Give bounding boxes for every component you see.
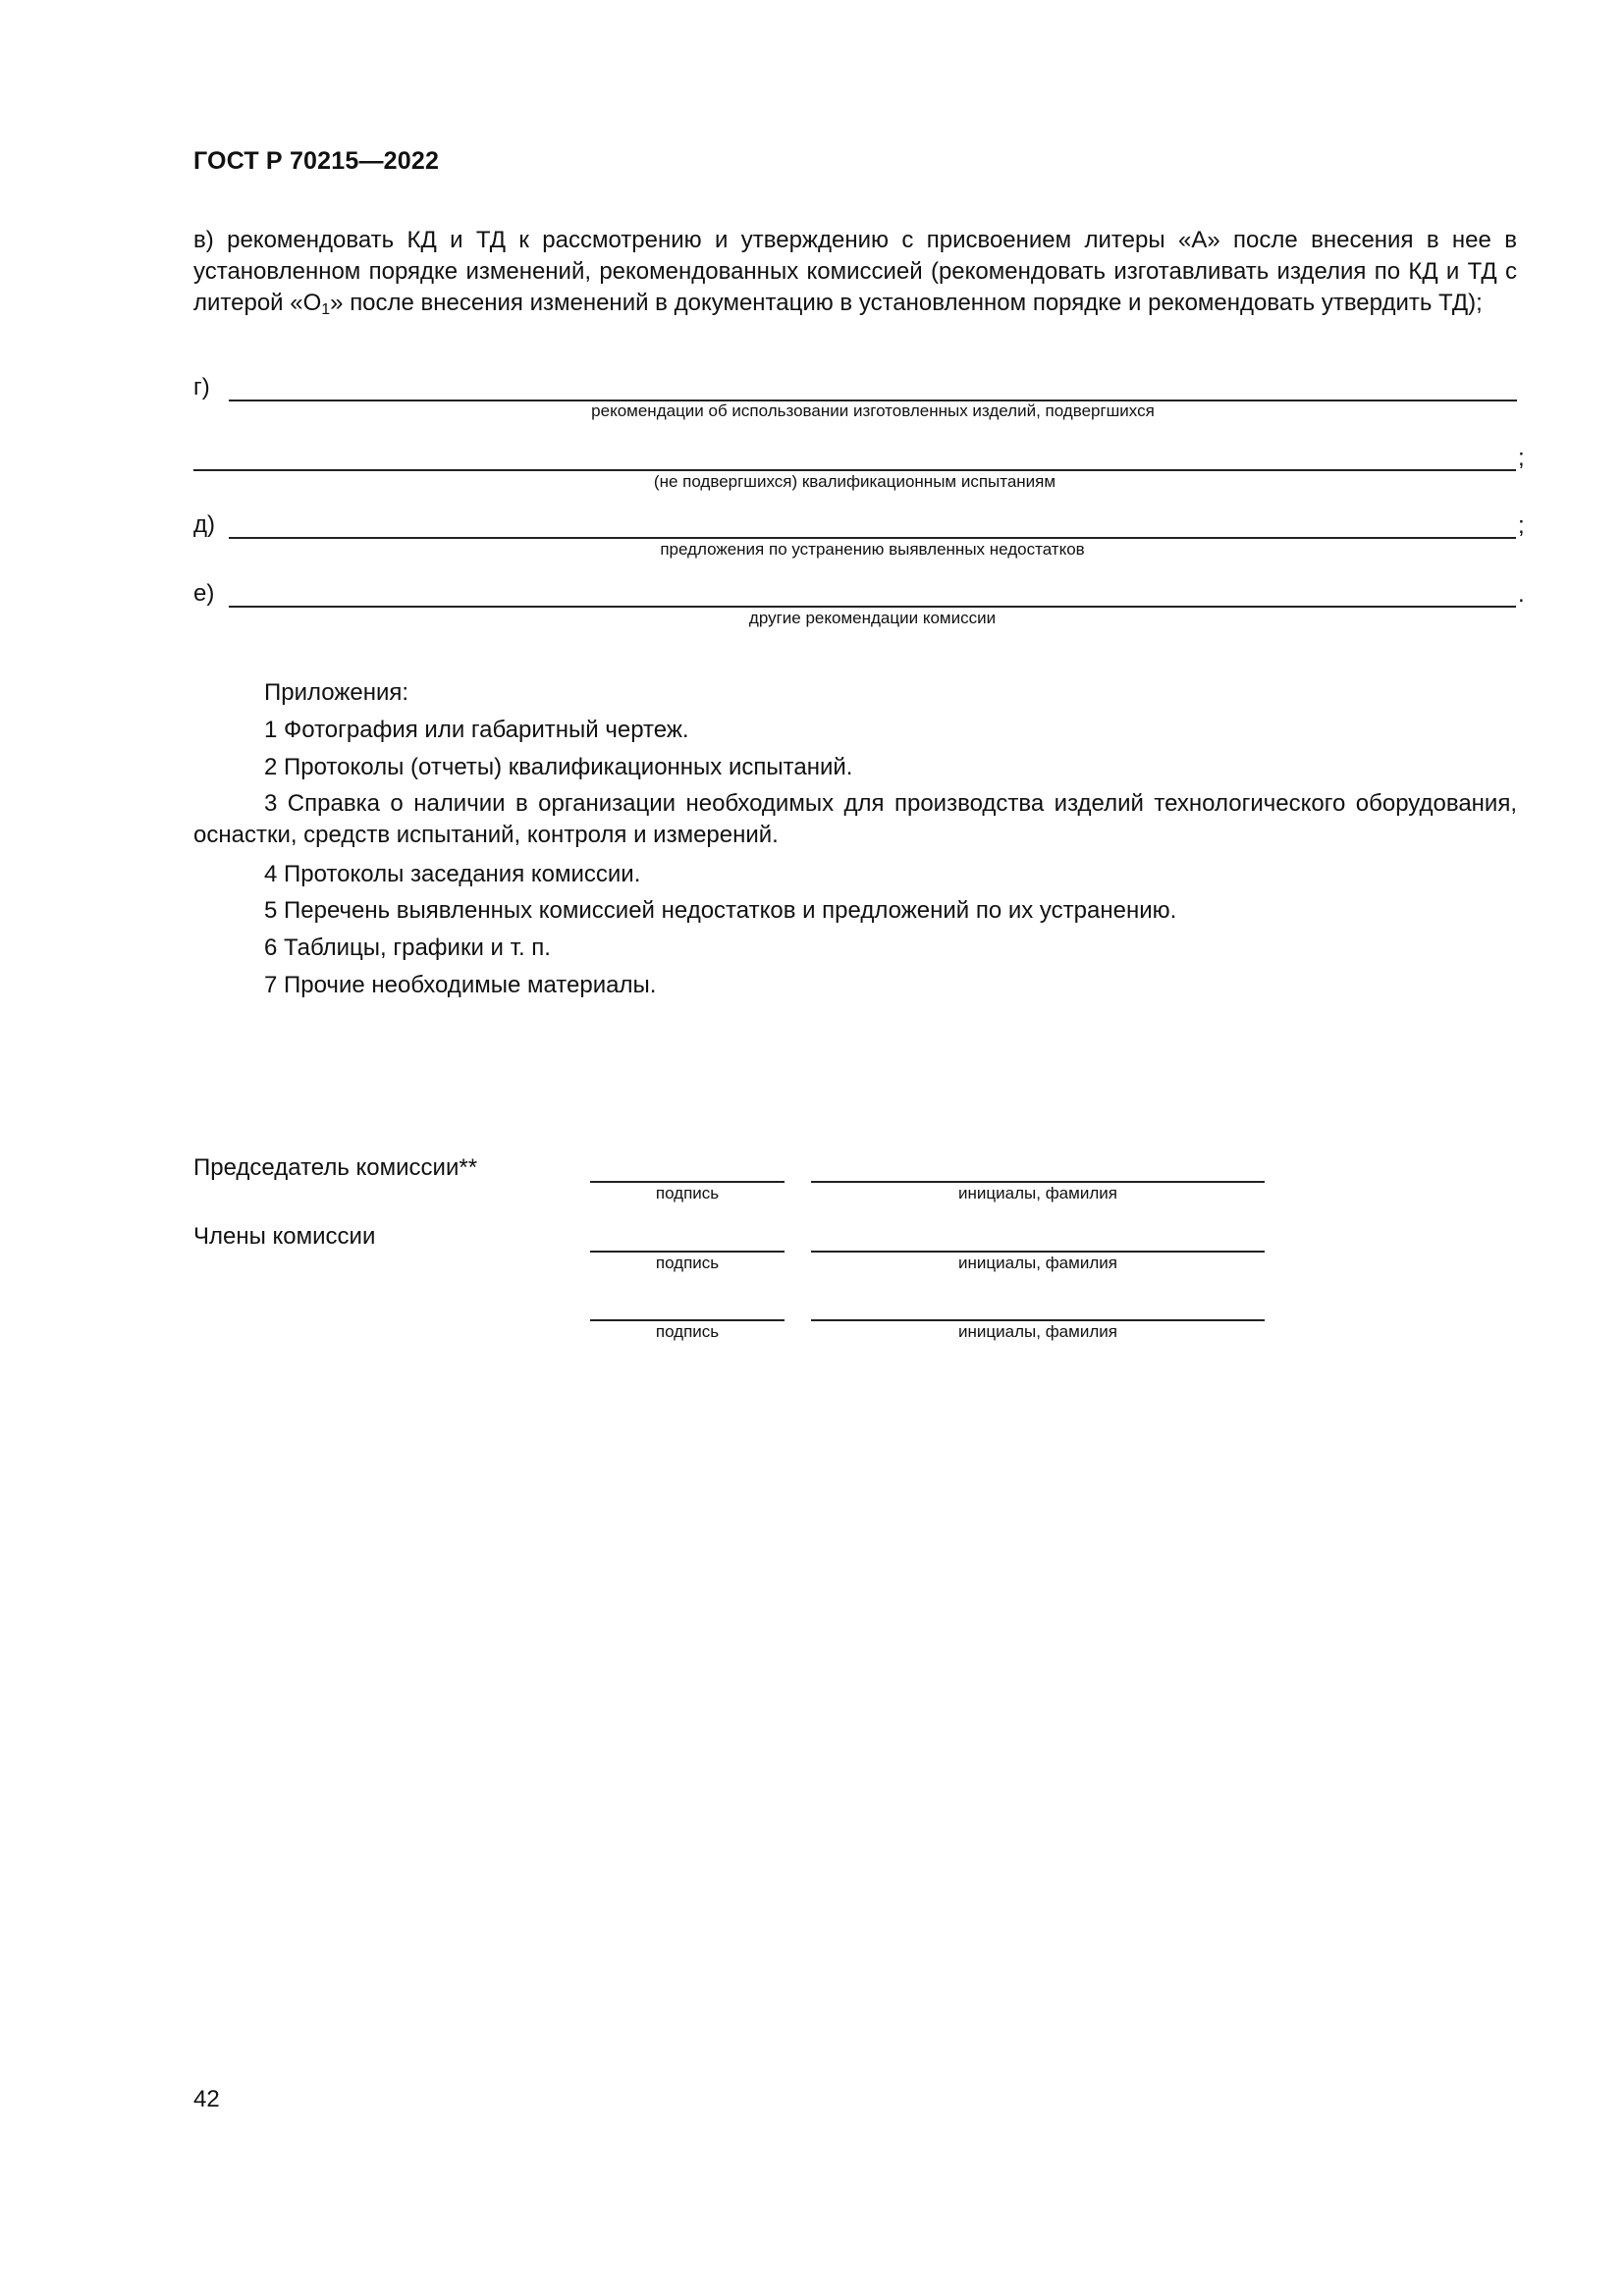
member2-signature-line[interactable] xyxy=(590,1319,785,1321)
paragraph-v-text-1: в) рекомендовать КД и ТД к рассмотрению и утверждению с присвоением литеры «А» после внесения в нее в установленном порядке изменений, рекомендованных комиссией (рекомендовать изготавливать изделия по КД и ТД с литерой «О xyxy=(193,227,1517,316)
appendix-item-7: 7 Прочие необходимые материалы. xyxy=(264,972,657,998)
item-g-caption-1: рекомендации об использовании изготовленных изделий, подвергшихся xyxy=(591,401,1155,420)
item-e-fill-line[interactable] xyxy=(229,606,1516,608)
chairman-label: Председатель комиссии** xyxy=(193,1154,478,1181)
chairman-signature-caption: подпись xyxy=(655,1184,720,1202)
member1-signature-caption: подпись xyxy=(655,1254,720,1272)
paragraph-v xyxy=(193,225,1517,319)
item-g-label: г) xyxy=(193,374,210,400)
chairman-name-line[interactable] xyxy=(811,1181,1265,1183)
item-e-label: е) xyxy=(193,580,215,607)
item-d-end-punct: ; xyxy=(1518,512,1525,539)
appendix-item-5: 5 Перечень выявленных комиссией недостатков и предложений по их устранению. xyxy=(264,897,1177,924)
document-header: ГОСТ Р 70215—2022 xyxy=(193,147,440,175)
appendix-item-6: 6 Таблицы, графики и т. п. xyxy=(264,934,551,961)
item-g-fill-line-2[interactable] xyxy=(193,469,1516,471)
member2-name-caption: инициалы, фамилия xyxy=(958,1322,1117,1341)
member2-signature-caption: подпись xyxy=(655,1322,720,1341)
appendix-item-4: 4 Протоколы заседания комиссии. xyxy=(264,861,641,887)
item-e-end-punct: . xyxy=(1518,581,1525,608)
paragraph-v-subscript: 1 xyxy=(321,301,331,318)
paragraph-v-text-2: » после внесения изменений в документацию в установленном порядке и рекомендовать утвердить ТД); xyxy=(330,290,1483,316)
member1-name-caption: инициалы, фамилия xyxy=(958,1254,1117,1272)
item-e-caption: другие рекомендации комиссии xyxy=(748,609,997,627)
appendix-item-1: 1 Фотография или габаритный чертеж. xyxy=(264,717,689,743)
item-d-fill-line[interactable] xyxy=(229,537,1516,539)
member1-name-line[interactable] xyxy=(811,1251,1265,1253)
chairman-name-caption: инициалы, фамилия xyxy=(958,1184,1117,1202)
member1-signature-line[interactable] xyxy=(590,1251,785,1253)
members-label: Члены комиссии xyxy=(193,1223,376,1250)
item-d-caption: предложения по устранению выявленных недостатков xyxy=(660,540,1085,559)
member2-name-line[interactable] xyxy=(811,1319,1265,1321)
chairman-signature-line[interactable] xyxy=(590,1181,785,1183)
appendices-title: Приложения: xyxy=(264,679,409,706)
page-number: 42 xyxy=(193,2086,220,2112)
item-g-caption-2: (не подвергшихся) квалификационным испытаниям xyxy=(653,472,1056,491)
appendix-item-2: 2 Протоколы (отчеты) квалификационных испытаний. xyxy=(264,754,853,780)
item-g-end-punct: ; xyxy=(1518,445,1525,471)
item-d-label: д) xyxy=(193,511,215,538)
appendix-item-3: 3 Справка о наличии в организации необходимых для производства изделий технологического оборудования, оснастки, средств испытаний, контроля и измерений. xyxy=(193,790,1517,848)
